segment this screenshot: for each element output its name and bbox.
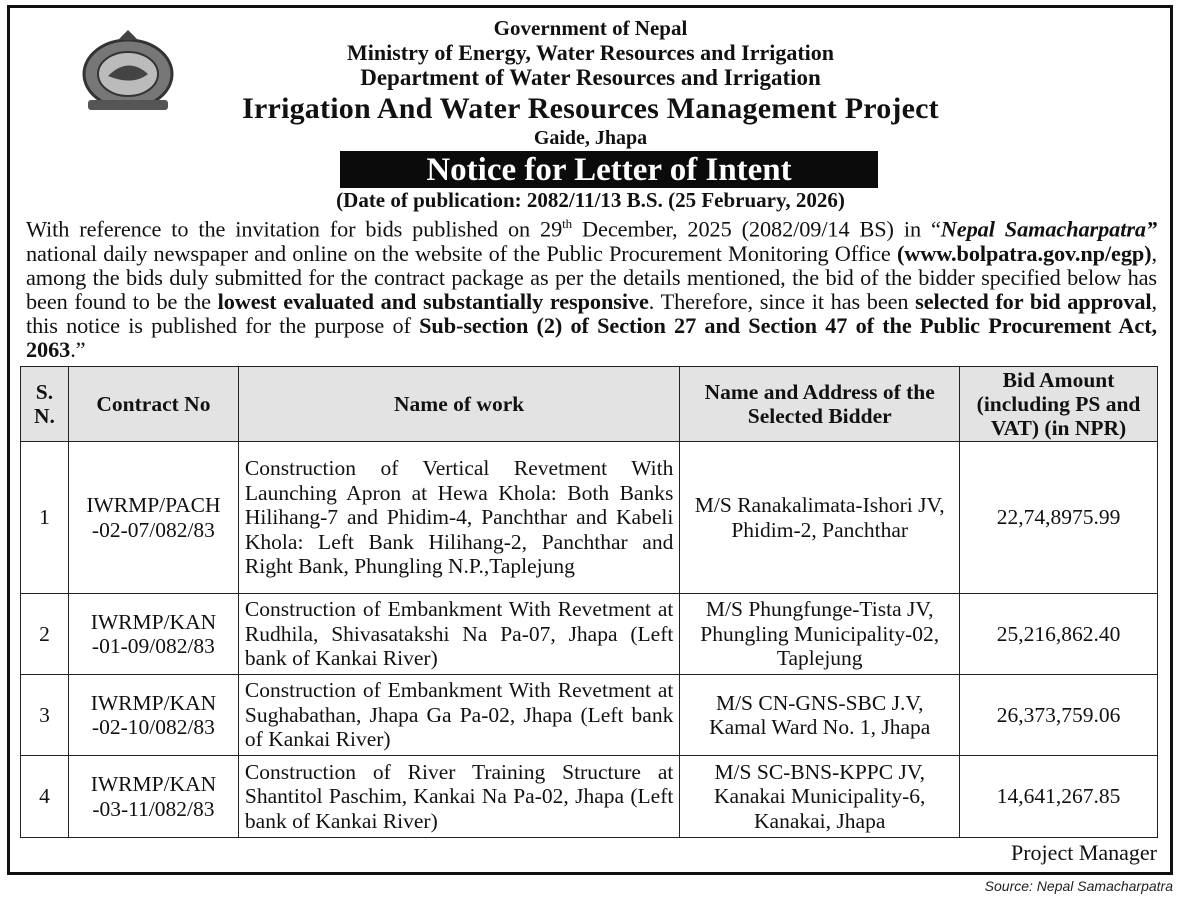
text: , among the bids duly submitted for the contract package as per the details mentioned, the bid of the bidder specified below has been found to be the (26, 240, 1157, 315)
bold-text: selected for bid approval (915, 289, 1152, 315)
project-title: Irrigation And Water Resources Management Project (242, 92, 939, 125)
cell-work: Construction of River Training Structure at Shantitol Paschim, Kankai Na Pa-02, Jhapa (Left bank of Kankai River) (238, 756, 679, 838)
cell-work: Construction of Vertical Revetment With Launching Apron at Hewa Khola: Both Banks Hilihang-7 and Phidim-4, Panchthar and Kabeli Khola: Left Bank Hilihang-2, Panchthar and Right Bank, Phungling N.P.,Taplejung (238, 442, 679, 594)
newspaper-name: Nepal Samacharpatra” (940, 216, 1157, 242)
cell-bidder: M/S Ranakalimata-Ishori JV, Phidim-2, Panchthar (680, 442, 960, 594)
cell-bidder: M/S SC-BNS-KPPC JV, Kanakai Municipality-6, Kanakai, Jhapa (680, 756, 960, 838)
government-line: Government of Nepal (493, 16, 688, 40)
header-bidder: Name and Address of the Selected Bidder (680, 367, 960, 442)
source-credit: Source: Nepal Samacharpatra (984, 878, 1173, 894)
notice-paragraph (26, 212, 1157, 363)
header-contract: Contract No (68, 367, 238, 442)
text: , this notice is published for the purpose of (26, 289, 1157, 339)
header-sn: S. N. (21, 367, 69, 442)
header-work: Name of work (238, 367, 679, 442)
cell-amount: 14,641,267.85 (960, 756, 1158, 838)
cell-amount: 22,74,8975.99 (960, 442, 1158, 594)
cell-bidder: M/S Phungfunge-Tista JV, Phungling Municipality-02, Taplejung (680, 594, 960, 675)
text: .” (70, 337, 86, 363)
table-header-row (21, 367, 1158, 442)
text: December, 2025 (2082/09/14 BS) in “ (572, 216, 941, 242)
cell-sn: 4 (21, 756, 69, 838)
table-row (21, 594, 1158, 675)
location: Gaide, Jhapa (533, 127, 648, 149)
text: With reference to the invitation for bids published on 29 (26, 216, 563, 242)
text: . Therefore, since it has been (648, 289, 916, 315)
text: national daily newspaper and online on the website of the Public Procurement Monitoring Office (26, 240, 897, 266)
publication-date: (Date of publication: 2082/11/13 B.S. (25 February, 2026) (336, 188, 845, 212)
cell-sn: 2 (21, 594, 69, 675)
cell-bidder: M/S CN-GNS-SBC J.V, Kamal Ward No. 1, Jhapa (680, 675, 960, 756)
cell-work: Construction of Embankment With Revetment at Sughabathan, Jhapa Ga Pa-02, Jhapa (Left bank of Kankai River) (238, 675, 679, 756)
cell-contract: IWRMP/KAN -03-11/082/83 (68, 756, 238, 838)
department-line: Department of Water Resources and Irrigation (360, 65, 821, 90)
cell-contract: IWRMP/KAN -02-10/082/83 (68, 675, 238, 756)
table-row (21, 756, 1158, 838)
loi-table (20, 366, 1158, 838)
cell-sn: 1 (21, 442, 69, 594)
superscript: th (562, 216, 573, 231)
notice-title: Notice for Letter of Intent (340, 151, 878, 188)
table-row (21, 675, 1158, 756)
ministry-line: Ministry of Energy, Water Resources and Irrigation (346, 40, 835, 65)
cell-contract: IWRMP/KAN -01-09/082/83 (68, 594, 238, 675)
header-amount: Bid Amount (including PS and VAT) (in NPR) (960, 367, 1158, 442)
cell-contract: IWRMP/PACH -02-07/082/83 (68, 442, 238, 594)
cell-work: Construction of Embankment With Revetment at Rudhila, Shivasatakshi Na Pa-07, Jhapa (Left bank of Kankai River) (238, 594, 679, 675)
table-row (21, 442, 1158, 594)
bold-text: Sub-section (2) of Section 27 and Section 47 of the Public Procurement Act, 2063 (26, 313, 1157, 363)
cell-sn: 3 (21, 675, 69, 756)
signature-title: Project Manager (1011, 840, 1157, 865)
cell-amount: 26,373,759.06 (960, 675, 1158, 756)
website-link: (www.bolpatra.gov.np/egp) (896, 240, 1152, 266)
bold-text: lowest evaluated and substantially responsive (217, 289, 649, 315)
cell-amount: 25,216,862.40 (960, 594, 1158, 675)
